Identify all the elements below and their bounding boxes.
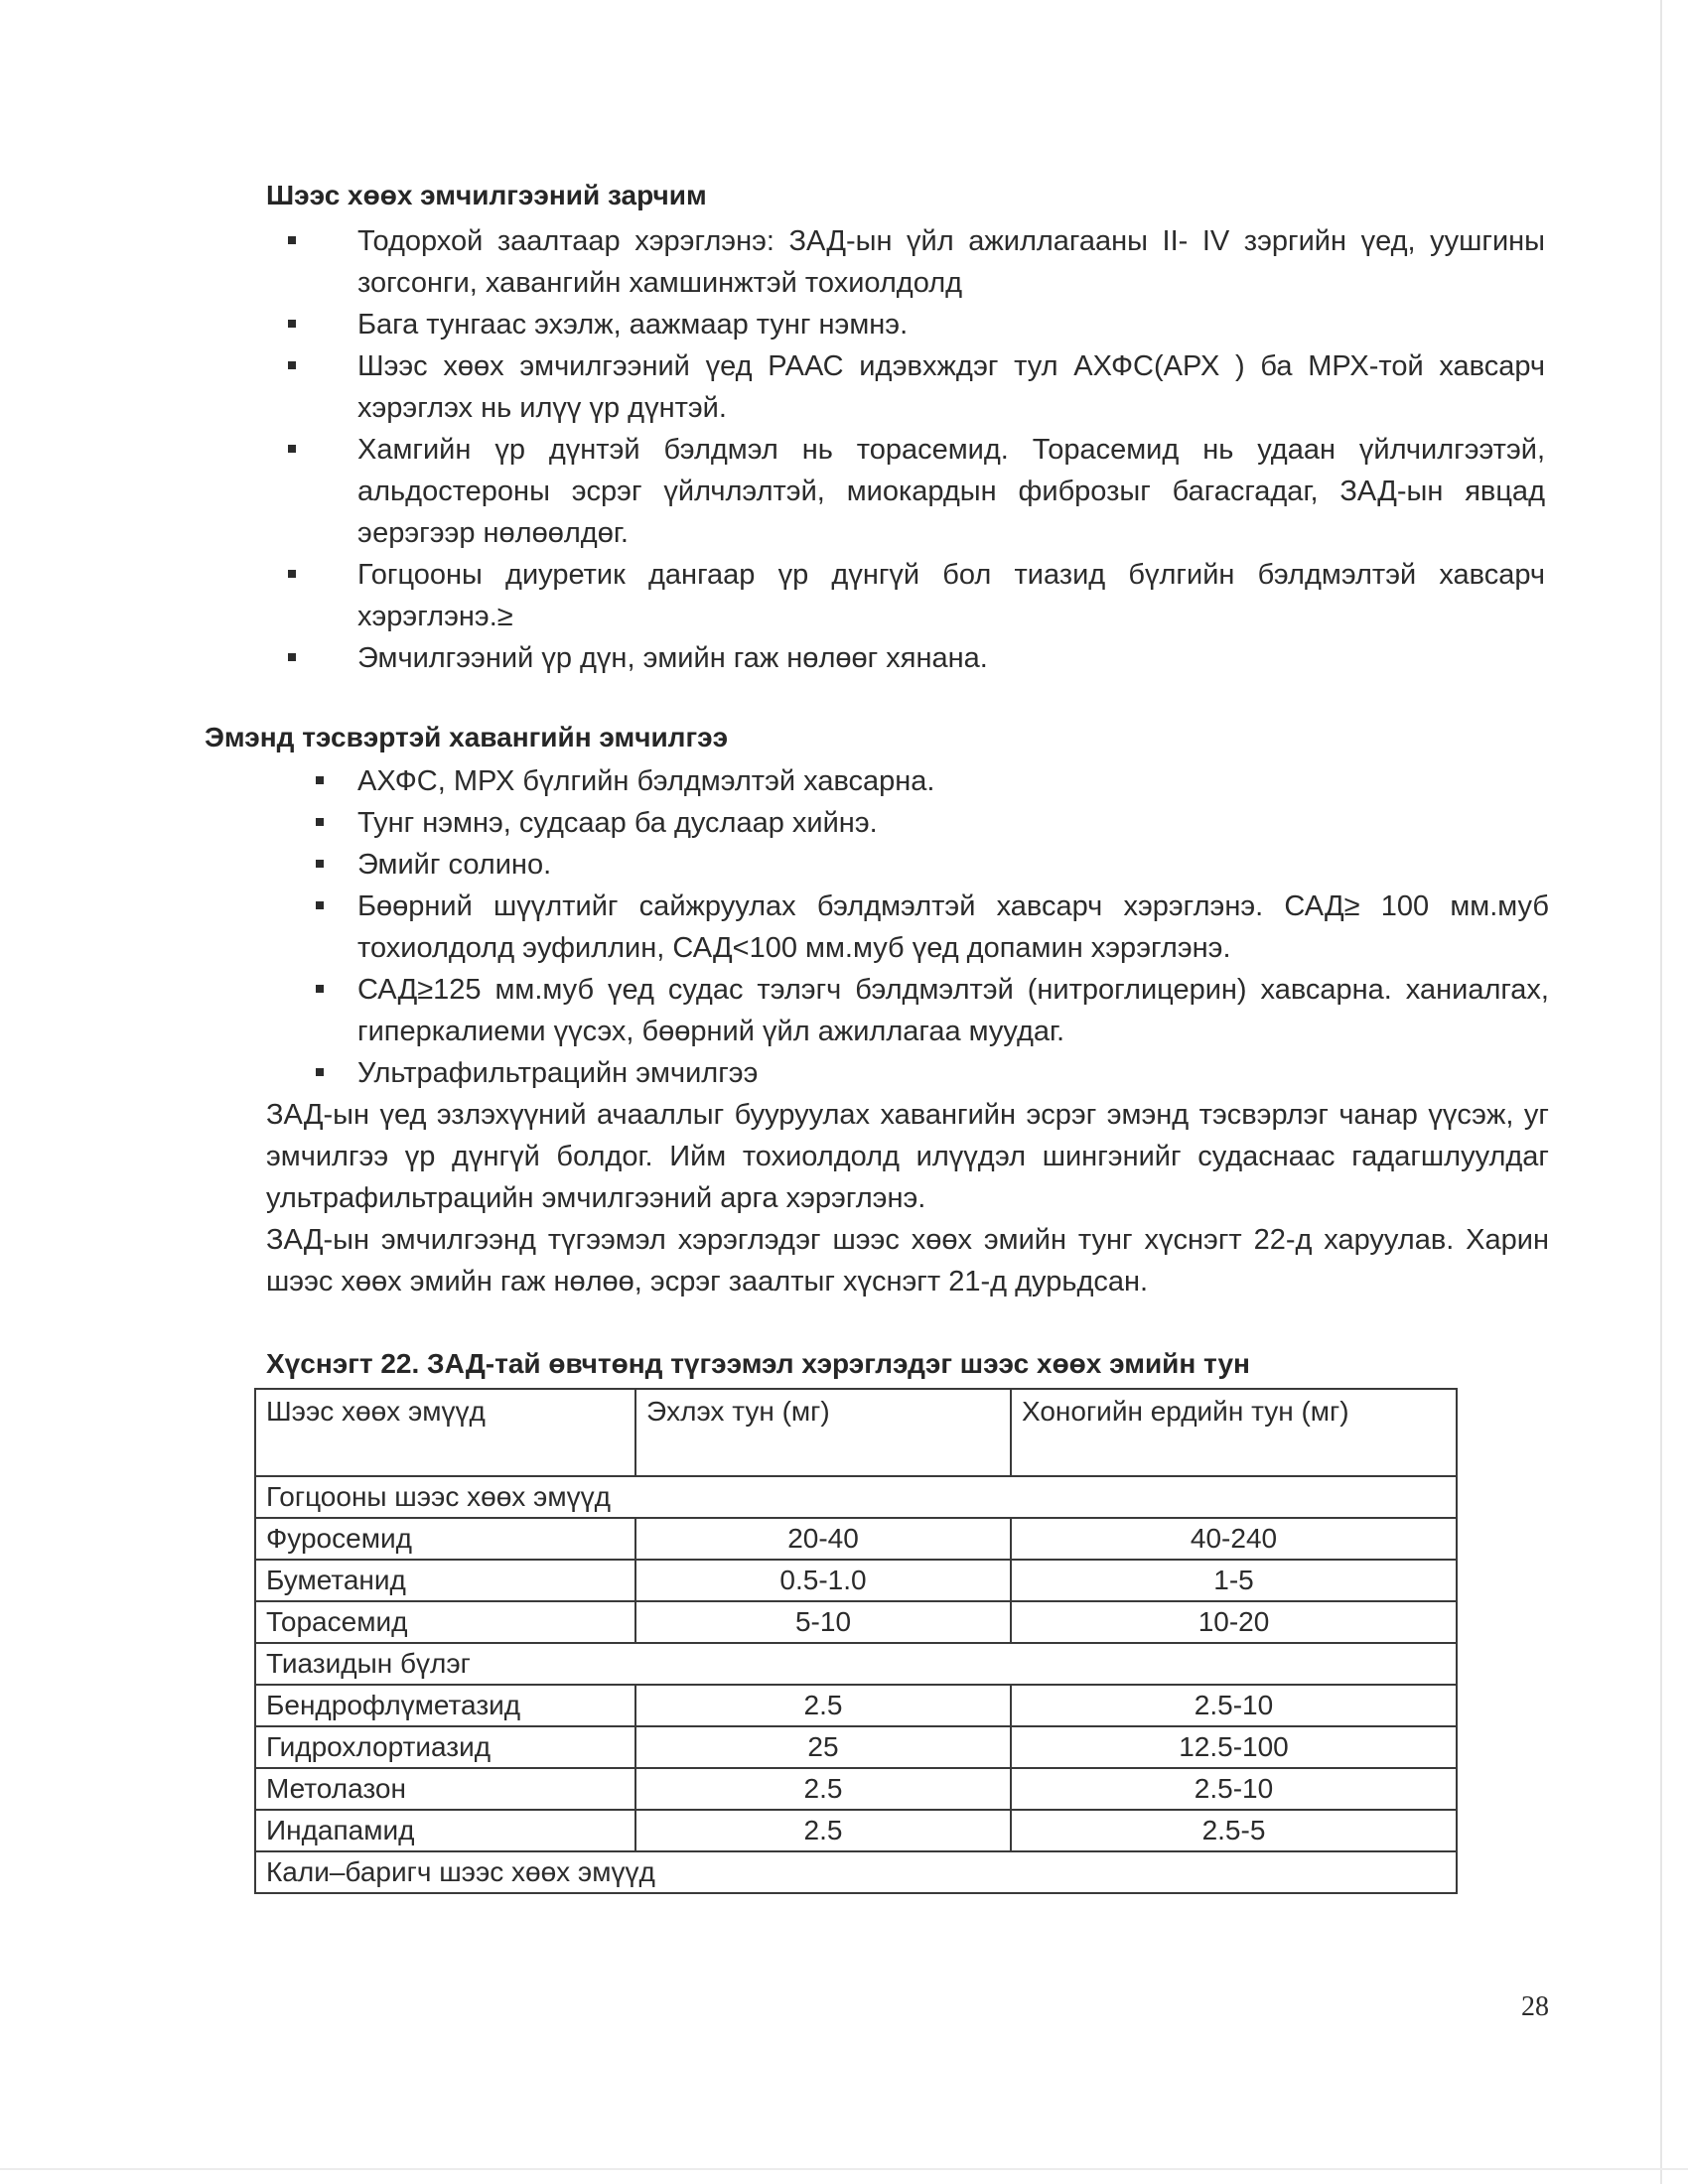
start-dose-cell: 0.5-1.0 xyxy=(635,1560,1011,1601)
table-row xyxy=(255,1810,1457,1851)
drug-name-cell: Торасемид xyxy=(255,1601,635,1643)
table-row xyxy=(255,1518,1457,1560)
list-item: Эмийг солино. xyxy=(357,844,1549,886)
drug-name-cell: Буметанид xyxy=(255,1560,635,1601)
group-label: Тиазидын бүлэг xyxy=(255,1643,1457,1685)
section2-heading: Эмэнд тэсвэртэй хавангийн эмчилгээ xyxy=(205,722,729,752)
list-item: Тодорхой заалтаар хэрэглэнэ: ЗАД-ын үйл ажиллагааны II- IV зэргийн үед, уушгины зогсонги, хавангийн хамшинжтэй тохиолдолд xyxy=(357,220,1545,304)
drug-name-cell: Метолазон xyxy=(255,1768,635,1810)
bullet-square-icon xyxy=(316,1068,324,1076)
list-item: АХФС, МРХ бүлгийн бэлдмэлтэй хавсарна. xyxy=(357,760,1549,802)
bullet-square-icon xyxy=(288,653,296,661)
bullet-square-icon xyxy=(288,361,296,369)
table-header-cell: Хоногийн ердийн тун (мг) xyxy=(1011,1389,1457,1476)
daily-dose-cell: 1-5 xyxy=(1011,1560,1457,1601)
start-dose-cell: 25 xyxy=(635,1726,1011,1768)
bullet-square-icon xyxy=(316,776,324,784)
table-header-row xyxy=(255,1389,1457,1476)
daily-dose-cell: 2.5-10 xyxy=(1011,1685,1457,1726)
drug-name-cell: Гидрохлортиазид xyxy=(255,1726,635,1768)
daily-dose-cell: 2.5-10 xyxy=(1011,1768,1457,1810)
list-item: Шээс хөөх эмчилгээний үед РААС идэвхждэг тул АХФС(АРХ ) ба МРХ-той хавсарч хэрэглэх нь илүү үр дүнтэй. xyxy=(357,345,1545,429)
list-item: Бөөрний шүүлтийг сайжруулах бэлдмэлтэй хавсарч хэрэглэнэ. САД≥ 100 мм.муб тохиолдолд эуфиллин, САД<100 мм.муб үед допамин хэрэглэнэ. xyxy=(357,886,1549,969)
table-row xyxy=(255,1768,1457,1810)
table-header-cell: Эхлэх тун (мг) xyxy=(635,1389,1011,1476)
section1-heading: Шээс хөөх эмчилгээний зарчим xyxy=(266,180,707,210)
ultrafiltration-paragraph: ЗАД-ын үед эзлэхүүний ачааллыг бууруулах хавангийн эсрэг эмэнд тэсвэрлэг чанар үүсэж, уг эмчилгээ үр дүнгүй болдог. Ийм тохиолдолд илүүдэл шингэнийг судаснаас гадагшлуулдаг ультрафильтрацийн эмчилгээний арга хэрэглэнэ. xyxy=(266,1099,1549,1214)
diuretic-dose-table xyxy=(254,1388,1458,1894)
table-caption: Хүснэгт 22. ЗАД-тай өвчтөнд түгээмэл хэрэглэдэг шээс хөөх эмийн тун xyxy=(266,1348,1250,1379)
list-item: Бага тунгаас эхэлж, аажмаар тунг нэмнэ. xyxy=(357,304,1545,345)
table-group-row xyxy=(255,1851,1457,1893)
list-item: Гогцооны диуретик дангаар үр дүнгүй бол тиазид бүлгийн бэлдмэлтэй хавсарч хэрэглэнэ.≥ xyxy=(357,554,1545,637)
list-item: Хамгийн үр дүнтэй бэлдмэл нь торасемид. Торасемид нь удаан үйлчилгээтэй, альдостероны эсрэг үйлчлэлтэй, миокардын фиброзыг багасгадаг, ЗАД-ын явцад эерэгээр нөлөөлдөг. xyxy=(357,429,1545,554)
start-dose-cell: 2.5 xyxy=(635,1810,1011,1851)
daily-dose-cell: 10-20 xyxy=(1011,1601,1457,1643)
section1-bullet-list xyxy=(357,220,1545,679)
bullet-square-icon xyxy=(288,320,296,328)
table-reference-paragraph: ЗАД-ын эмчилгээнд түгээмэл хэрэглэдэг шээс хөөх эмийн тунг хүснэгт 22-д харуулав. Харин шээс хөөх эмийн гаж нөлөө, эсрэг заалтыг хүснэгт 21-д дурьдсан. xyxy=(266,1224,1549,1297)
section2-bullet-list xyxy=(357,760,1549,1094)
bullet-square-icon xyxy=(316,985,324,993)
table-group-row xyxy=(255,1643,1457,1685)
list-item: Ультрафильтрацийн эмчилгээ xyxy=(357,1052,1549,1094)
drug-name-cell: Индапамид xyxy=(255,1810,635,1851)
table-row xyxy=(255,1560,1457,1601)
bullet-square-icon xyxy=(288,236,296,244)
scan-edge-bottom xyxy=(0,2168,1688,2170)
start-dose-cell: 2.5 xyxy=(635,1685,1011,1726)
scan-edge-right xyxy=(1660,0,1662,2184)
daily-dose-cell: 2.5-5 xyxy=(1011,1810,1457,1851)
daily-dose-cell: 12.5-100 xyxy=(1011,1726,1457,1768)
group-label: Гогцооны шээс хөөх эмүүд xyxy=(255,1476,1457,1518)
table-row xyxy=(255,1685,1457,1726)
table-header-cell: Шээс хөөх эмүүд xyxy=(255,1389,635,1476)
bullet-square-icon xyxy=(316,818,324,826)
start-dose-cell: 20-40 xyxy=(635,1518,1011,1560)
table-group-row xyxy=(255,1476,1457,1518)
bullet-square-icon xyxy=(316,860,324,868)
list-item: САД≥125 мм.муб үед судас тэлэгч бэлдмэлтэй (нитроглицерин) хавсарна. ханиалгах, гиперкалиеми үүсэх, бөөрний үйл ажиллагаа муудаг. xyxy=(357,969,1549,1052)
table-row xyxy=(255,1726,1457,1768)
daily-dose-cell: 40-240 xyxy=(1011,1518,1457,1560)
table-row xyxy=(255,1601,1457,1643)
bullet-square-icon xyxy=(288,570,296,578)
list-item: Эмчилгээний үр дүн, эмийн гаж нөлөөг хянана. xyxy=(357,637,1545,679)
bullet-square-icon xyxy=(316,901,324,909)
start-dose-cell: 2.5 xyxy=(635,1768,1011,1810)
start-dose-cell: 5-10 xyxy=(635,1601,1011,1643)
list-item: Тунг нэмнэ, судсаар ба дуслаар хийнэ. xyxy=(357,802,1549,844)
page-number: 28 xyxy=(1521,1991,1549,2022)
drug-name-cell: Фуросемид xyxy=(255,1518,635,1560)
bullet-square-icon xyxy=(288,445,296,453)
drug-name-cell: Бендрофлүметазид xyxy=(255,1685,635,1726)
group-label: Кали–баригч шээс хөөх эмүүд xyxy=(255,1851,1457,1893)
